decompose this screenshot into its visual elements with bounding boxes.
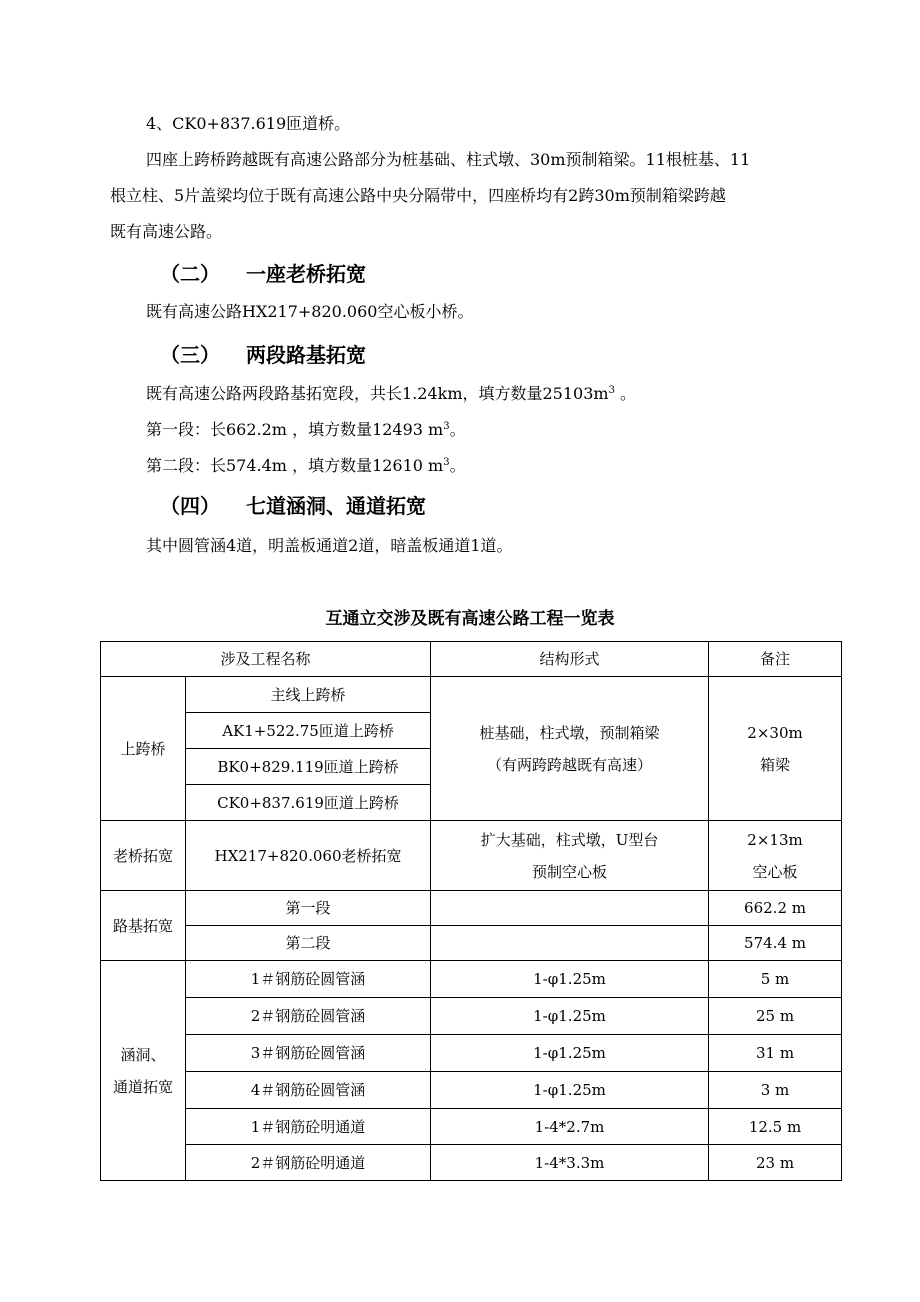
- section-4-number: （四）: [160, 494, 220, 518]
- oldbridge-remark: [709, 821, 842, 891]
- culvert-name: 1＃钢筋砼明通道: [186, 1109, 431, 1145]
- table-row: [101, 961, 842, 998]
- superscript: 3: [608, 385, 615, 396]
- table-row: [101, 1072, 842, 1109]
- roadbed-name: 第二段: [186, 926, 431, 961]
- table-caption: 互通立交涉及既有高速公路工程一览表: [325, 609, 615, 629]
- section-4-body: 其中圆管涵4道，明盖板通道2道，暗盖板通道1道。: [146, 536, 513, 555]
- table-row: [101, 926, 842, 961]
- header-structure: 结构形式: [431, 642, 709, 677]
- segment-2-text: 第二段：长574.4m ，填方数量12610 m: [146, 456, 444, 475]
- roadbed-remark: 574.4 m: [709, 926, 842, 961]
- culvert-remark: 25 m: [709, 998, 842, 1035]
- overpass-structure-line-2: （有两跨跨越既有高速）: [487, 755, 653, 774]
- group-oldbridge: 老桥拓宽: [101, 821, 186, 891]
- table-row: [101, 891, 842, 926]
- segment-1-paragraph: [110, 412, 876, 448]
- culvert-name: 2＃钢筋砼明通道: [186, 1145, 431, 1181]
- segment-1-text: 第一段：长662.2m ，填方数量12493 m: [146, 420, 444, 439]
- overpass-remark-line-2: 箱梁: [760, 755, 791, 774]
- culvert-remark: 12.5 m: [709, 1109, 842, 1145]
- oldbridge-item: HX217+820.060老桥拓宽: [186, 821, 431, 891]
- section-3-number: （三）: [160, 343, 220, 367]
- overpass-structure-line-1: 桩基础，柱式墩，预制箱梁: [479, 723, 660, 742]
- project-table: [100, 641, 842, 1181]
- group-culvert: [101, 961, 186, 1181]
- culvert-structure: 1-φ1.25m: [431, 1072, 709, 1109]
- roadbed-remark: 662.2 m: [709, 891, 842, 926]
- header-name: 涉及工程名称: [101, 642, 431, 677]
- culvert-group-line-2: 通道拓宽: [112, 1077, 173, 1096]
- section-3-body-text: 既有高速公路两段路基拓宽段，共长1.24km，填方数量25103m: [146, 384, 609, 403]
- culvert-remark: 31 m: [709, 1035, 842, 1072]
- oldbridge-structure-line-2: 预制空心板: [532, 862, 608, 881]
- segment-2-paragraph: [110, 448, 876, 484]
- overpass-remark: [709, 677, 842, 821]
- culvert-structure: 1-φ1.25m: [431, 998, 709, 1035]
- roadbed-name: 第一段: [186, 891, 431, 926]
- culvert-remark: 5 m: [709, 961, 842, 998]
- oldbridge-structure: [431, 821, 709, 891]
- table-row: [101, 821, 842, 891]
- culvert-remark: 23 m: [709, 1145, 842, 1181]
- roadbed-structure: [431, 926, 709, 961]
- roadbed-structure: [431, 891, 709, 926]
- culvert-name: 1＃钢筋砼圆管涵: [186, 961, 431, 998]
- section-4-heading: [160, 490, 426, 519]
- section-3-body-end: 。: [614, 384, 637, 403]
- culvert-group-line-1: 涵洞、: [120, 1045, 166, 1064]
- segment-2-end: 。: [449, 456, 466, 475]
- culvert-structure: 1-4*2.7m: [431, 1109, 709, 1145]
- desc-line-1: 四座上跨桥跨越既有高速公路部分为桩基础、柱式墩、30m预制箱梁。11根桩基、11: [146, 150, 751, 169]
- table-header-row: [101, 642, 842, 677]
- desc-line-3: 既有高速公路。: [110, 222, 223, 241]
- section-3-heading: [160, 339, 366, 368]
- section-3-body: [110, 376, 876, 412]
- culvert-name: 2＃钢筋砼圆管涵: [186, 998, 431, 1035]
- section-2-body: 既有高速公路HX217+820.060空心板小桥。: [146, 302, 474, 321]
- section-4-title: 七道涵洞、通道拓宽: [246, 494, 426, 518]
- table-row: [101, 1035, 842, 1072]
- group-roadbed: 路基拓宽: [101, 891, 186, 961]
- overpass-structure: [431, 677, 709, 821]
- culvert-name: 4＃钢筋砼圆管涵: [186, 1072, 431, 1109]
- overpass-item: CK0+837.619匝道上跨桥: [186, 785, 431, 821]
- overpass-item: 主线上跨桥: [186, 677, 431, 713]
- oldbridge-remark-line-2: 空心板: [752, 862, 798, 881]
- table-row: [101, 1145, 842, 1181]
- desc-line-2: 根立柱、5片盖梁均位于既有高速公路中央分隔带中，四座桥均有2跨30m预制箱梁跨越: [110, 186, 726, 205]
- section-3-title: 两段路基拓宽: [246, 343, 366, 367]
- superscript: 3: [443, 457, 450, 468]
- section-2-number: （二）: [160, 262, 220, 286]
- culvert-structure: 1-4*3.3m: [431, 1145, 709, 1181]
- oldbridge-remark-line-1: 2×13m: [747, 830, 803, 849]
- superscript: 3: [443, 421, 450, 432]
- section-2-heading: [160, 258, 366, 287]
- section-2-title: 一座老桥拓宽: [246, 262, 366, 286]
- overpass-item: BK0+829.119匝道上跨桥: [186, 749, 431, 785]
- oldbridge-structure-line-1: 扩大基础，柱式墩，U型台: [480, 830, 659, 849]
- table-row: [101, 1109, 842, 1145]
- segment-1-end: 。: [449, 420, 466, 439]
- table-row: [101, 677, 842, 713]
- item4-paragraph: 4、CK0+837.619匝道桥。: [146, 114, 351, 133]
- culvert-name: 3＃钢筋砼圆管涵: [186, 1035, 431, 1072]
- overpass-remark-line-1: 2×30m: [747, 723, 803, 742]
- group-overpass: 上跨桥: [101, 677, 186, 821]
- overpass-item: AK1+522.75匝道上跨桥: [186, 713, 431, 749]
- table-row: [101, 998, 842, 1035]
- culvert-structure: 1-φ1.25m: [431, 1035, 709, 1072]
- header-remark: 备注: [709, 642, 842, 677]
- culvert-structure: 1-φ1.25m: [431, 961, 709, 998]
- culvert-remark: 3 m: [709, 1072, 842, 1109]
